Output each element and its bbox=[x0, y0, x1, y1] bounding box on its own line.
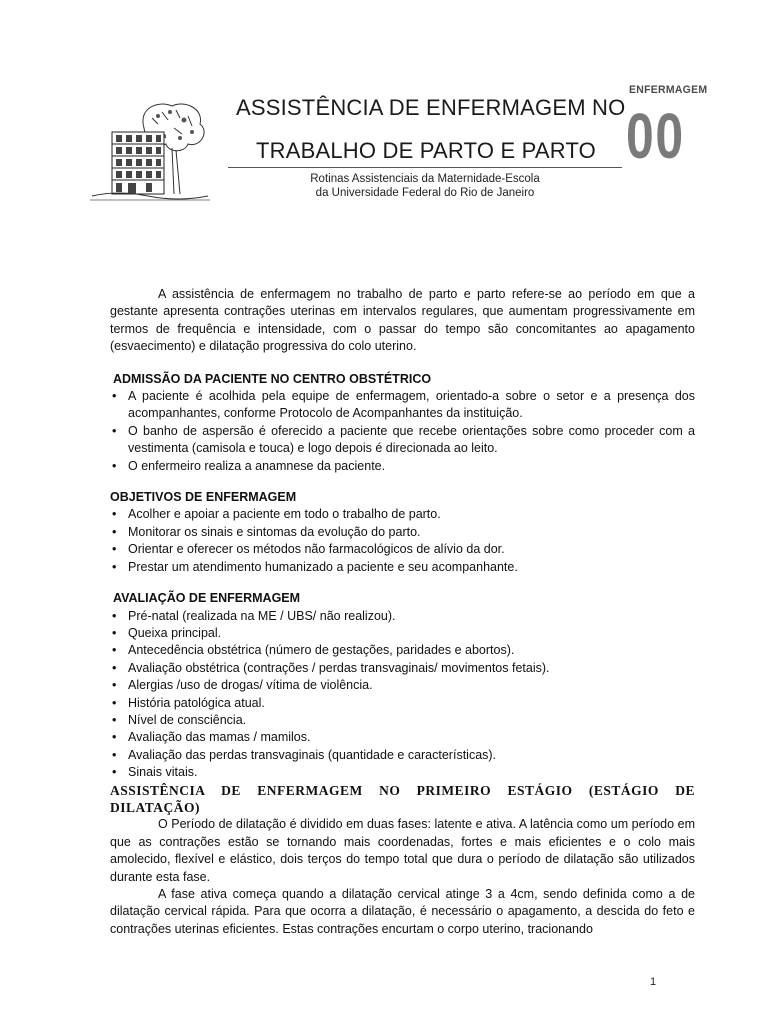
objectives-list bbox=[110, 506, 695, 576]
subtitle-line1: Rotinas Assistenciais da Maternidade-Escola bbox=[310, 173, 540, 185]
stage-paragraph-2: A fase ativa começa quando a dilatação cervical atinge 3 a 4cm, sendo definida como a de dilatação cervical rápida. Para que ocorra a dilatação, é necessário o apagamento, a descida do feto e contrações uterinas eficientes. Estas contrações encurtam o corpo uterino, tracionando bbox=[110, 887, 695, 936]
intro-paragraph: A assistência de enfermagem no trabalho de parto e parto refere-se ao período em que a gestante apresenta contrações uterinas em intervalos regulares, que aumentam progressivamente em termos de frequência e intensidade, com o passar do tempo são concomitantes ao apagamento (esvaecimento) e dilatação progressiva do colo uterino. bbox=[110, 287, 695, 354]
list-item: • Pré-natal (realizada na ME / UBS/ não realizou). bbox=[110, 608, 695, 625]
title-divider bbox=[228, 167, 622, 168]
list-item: • O banho de aspersão é oferecido a paciente que recebe orientações sobre como proceder com a vestimenta (camisola e touca) e logo depois é direcionada ao leito. bbox=[110, 423, 695, 458]
list-item: • Queixa principal. bbox=[110, 625, 695, 642]
maternity-building-logo bbox=[88, 98, 212, 204]
page-number: 1 bbox=[650, 976, 657, 988]
section-label: ENFERMAGEM bbox=[629, 84, 708, 96]
list-item: • O enfermeiro realiza a anamnese da paciente. bbox=[110, 458, 695, 475]
list-item: • Sinais vitais. bbox=[110, 764, 695, 781]
list-item: • Avaliação das mamas / mamilos. bbox=[110, 729, 695, 746]
list-item: • Acolher e apoiar a paciente em todo o trabalho de parto. bbox=[110, 506, 695, 523]
document-body bbox=[110, 286, 695, 938]
list-item: • Orientar e oferecer os métodos não farmacológicos de alívio da dor. bbox=[110, 541, 695, 558]
list-item: • Avaliação obstétrica (contrações / perdas transvaginais/ movimentos fetais). bbox=[110, 660, 695, 677]
list-item: • Antecedência obstétrica (número de gestações, paridades e abortos). bbox=[110, 642, 695, 659]
list-item: • Monitorar os sinais e sintomas da evolução do parto. bbox=[110, 524, 695, 541]
stage-heading: ASSISTÊNCIA DE ENFERMAGEM NO PRIMEIRO ESTÁGIO (ESTÁGIO DE DILATAÇÃO) bbox=[110, 782, 695, 815]
document-title-line1: ASSISTÊNCIA DE ENFERMAGEM NO bbox=[236, 95, 626, 120]
section-heading-evaluation: AVALIAÇÃO DE ENFERMAGEM bbox=[113, 591, 301, 606]
stage-paragraph-1: O Período de dilatação é dividido em duas fases: latente e ativa. A latência como um período em que as contrações estão se tornando mais coordenadas, fortes e mais eficientes e o colo mais amolecido, flexível e elástico, dois terços do tempo total que dura o período de dilatação são utilizados durante esta fase. bbox=[110, 817, 695, 884]
admission-list bbox=[110, 388, 695, 475]
evaluation-list bbox=[110, 608, 695, 782]
list-item: • História patológica atual. bbox=[110, 695, 695, 712]
list-item: • Alergias /uso de drogas/ vítima de violência. bbox=[110, 677, 695, 694]
section-heading-admission: ADMISSÃO DA PACIENTE NO CENTRO OBSTÉTRICO bbox=[113, 371, 432, 386]
list-item: • Nível de consciência. bbox=[110, 712, 695, 729]
document-number: 00 bbox=[626, 100, 685, 172]
document-subtitle bbox=[228, 172, 622, 200]
document-title-line2: TRABALHO DE PARTO E PARTO bbox=[256, 138, 596, 163]
list-item: • Prestar um atendimento humanizado a paciente e seu acompanhante. bbox=[110, 559, 695, 576]
list-item: • Avaliação das perdas transvaginais (quantidade e características). bbox=[110, 747, 695, 764]
subtitle-line2: da Universidade Federal do Rio de Janeiro bbox=[315, 187, 535, 199]
list-item: • A paciente é acolhida pela equipe de enfermagem, orientado-a sobre o setor e a presença dos acompanhantes, conforme Protocolo de Acompanhantes da instituição. bbox=[110, 388, 695, 423]
section-heading-objectives: OBJETIVOS DE ENFERMAGEM bbox=[110, 490, 297, 505]
